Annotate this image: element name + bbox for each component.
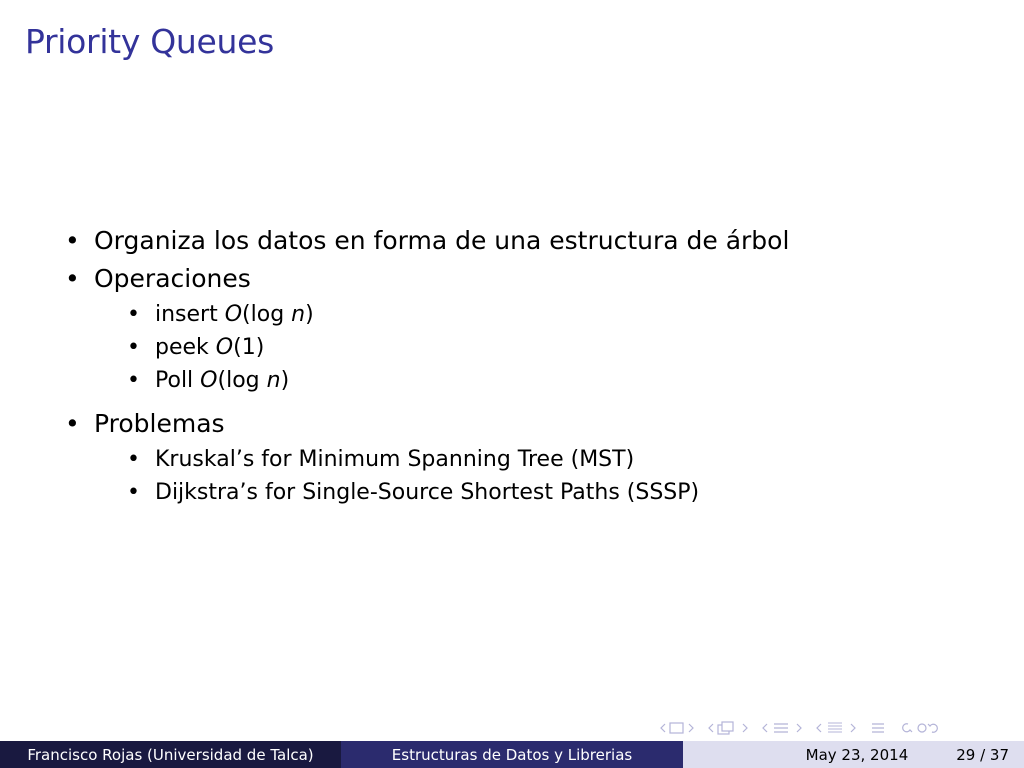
nav-search-icon[interactable] — [900, 720, 940, 736]
bullet-icon: • — [127, 302, 140, 327]
bullet-icon: • — [65, 226, 80, 255]
slide-content — [0, 222, 1024, 509]
nav-subsection-icon[interactable] — [708, 720, 748, 736]
slide-footer — [0, 741, 1024, 768]
math-var: n — [291, 302, 306, 327]
operaciones-sublist — [0, 298, 1024, 397]
sub-item-peek — [0, 331, 1024, 364]
math-close: ) — [255, 335, 265, 360]
sub-text: Dijkstra’s for Single-Source Shortest Paths (SSSP) — [155, 480, 700, 505]
sub-text: Kruskal’s for Minimum Spanning Tree (MST) — [155, 447, 635, 472]
math-fn: O — [200, 368, 218, 393]
bullet-text: Problemas — [94, 409, 225, 438]
sub-item-dijkstra — [0, 476, 1024, 509]
bullet-icon: • — [127, 447, 140, 472]
beamer-navigation-bar — [660, 718, 954, 738]
footer-page-number: 29 / 37 — [956, 745, 1009, 764]
sub-label: peek — [155, 335, 216, 360]
sub-label: Poll — [155, 368, 201, 393]
math-fn: O — [224, 302, 243, 327]
nav-section-icon[interactable] — [762, 720, 802, 736]
nav-subsubsection-icon[interactable] — [816, 720, 856, 736]
nav-menu-icon[interactable] — [870, 720, 886, 736]
problemas-sublist — [0, 443, 1024, 509]
math-fn: O — [215, 335, 234, 360]
sub-item-poll — [0, 364, 1024, 397]
sub-item-insert — [0, 298, 1024, 331]
bullet-icon: • — [127, 368, 140, 393]
math-close: ) — [305, 302, 314, 327]
bullet-text: Operaciones — [94, 264, 251, 293]
bullet-item-organiza — [0, 222, 1024, 260]
bullet-icon: • — [127, 335, 140, 360]
math-arg: (1 — [233, 335, 256, 360]
nav-frame-icon[interactable] — [660, 721, 694, 735]
math-arg: (log — [217, 368, 267, 393]
footer-date: May 23, 2014 — [805, 745, 909, 764]
math-arg: (log — [242, 302, 292, 327]
bullet-item-operaciones — [0, 260, 1024, 298]
footer-info — [683, 741, 1024, 768]
sub-item-kruskal — [0, 443, 1024, 476]
footer-title: Estructuras de Datos y Librerias — [341, 741, 683, 768]
bullet-item-problemas — [0, 405, 1024, 443]
math-close: ) — [280, 368, 290, 393]
bullet-icon: • — [65, 409, 80, 438]
footer-author: Francisco Rojas (Universidad de Talca) — [0, 741, 341, 768]
sub-label: insert — [155, 302, 225, 327]
bullet-text: Organiza los datos en forma de una estructura de árbol — [94, 226, 790, 255]
math-var: n — [266, 368, 281, 393]
slide-title: Priority Queues — [25, 22, 275, 61]
bullet-icon: • — [127, 480, 140, 505]
bullet-icon: • — [65, 264, 80, 293]
